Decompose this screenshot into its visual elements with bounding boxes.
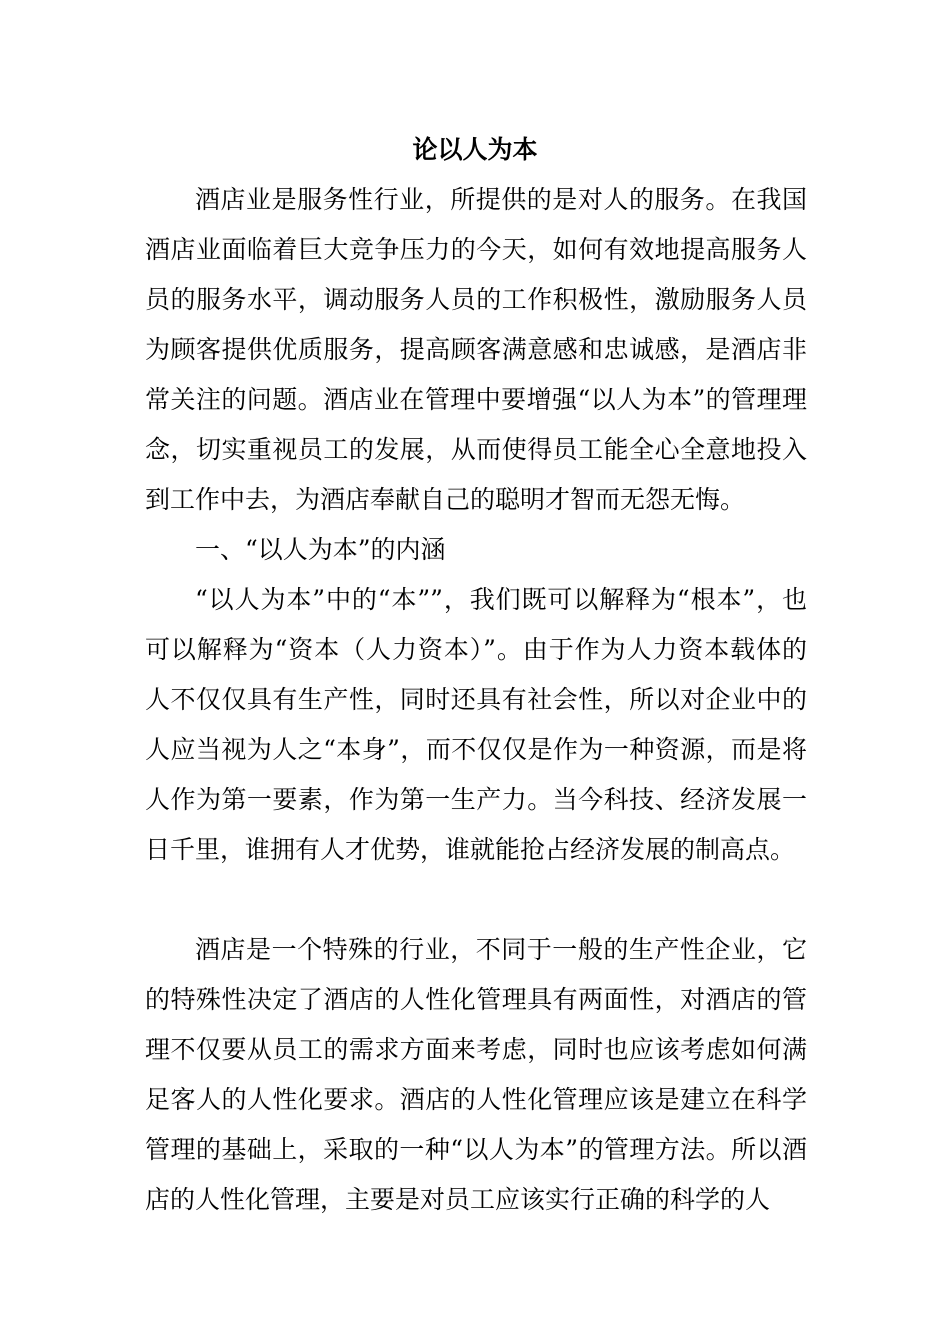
paragraph-definition: “以人为本”中的“本””，我们既可以解释为“根本”，也可以解释为“资本（人力资本）”。由于作为人力资本载体的人不仅仅具有生产性，同时还具有社会性，所以对企业中的人应当视为人之“本身”，而不仅仅是作为一种资源，而是将人作为第一要素，作为第一生产力。当今科技、经济发展一日千里，谁拥有人才优势，谁就能抢占经济发展的制高点。 (145, 585, 807, 864)
section-heading: 一、“以人为本”的内涵 (195, 535, 446, 564)
paragraph-intro: 酒店业是服务性行业，所提供的是对人的服务。在我国酒店业面临着巨大竞争压力的今天，如何有效地提高服务人员的服务水平，调动服务人员的工作积极性，激励服务人员为顾客提供优质服务，提高顾客满意感和忠诚感，是酒店非常关注的问题。酒店业在管理中要增强“以人为本”的管理理念，切实重视员工的发展，从而使得员工能全心全意地投入到工作中去，为酒店奉献自己的聪明才智而无怨无悔。 (145, 185, 807, 514)
paragraph-hotel: 酒店是一个特殊的行业，不同于一般的生产性企业，它的特殊性决定了酒店的人性化管理具有两面性，对酒店的管理不仅要从员工的需求方面来考虑，同时也应该考虑如何满足客人的人性化要求。酒店的人性化管理应该是建立在科学管理的基础上，采取的一种“以人为本”的管理方法。所以酒店的人性化管理，主要是对员工应该实行正确的科学的人 (145, 935, 807, 1214)
document-title: 论以人为本 (412, 135, 538, 164)
